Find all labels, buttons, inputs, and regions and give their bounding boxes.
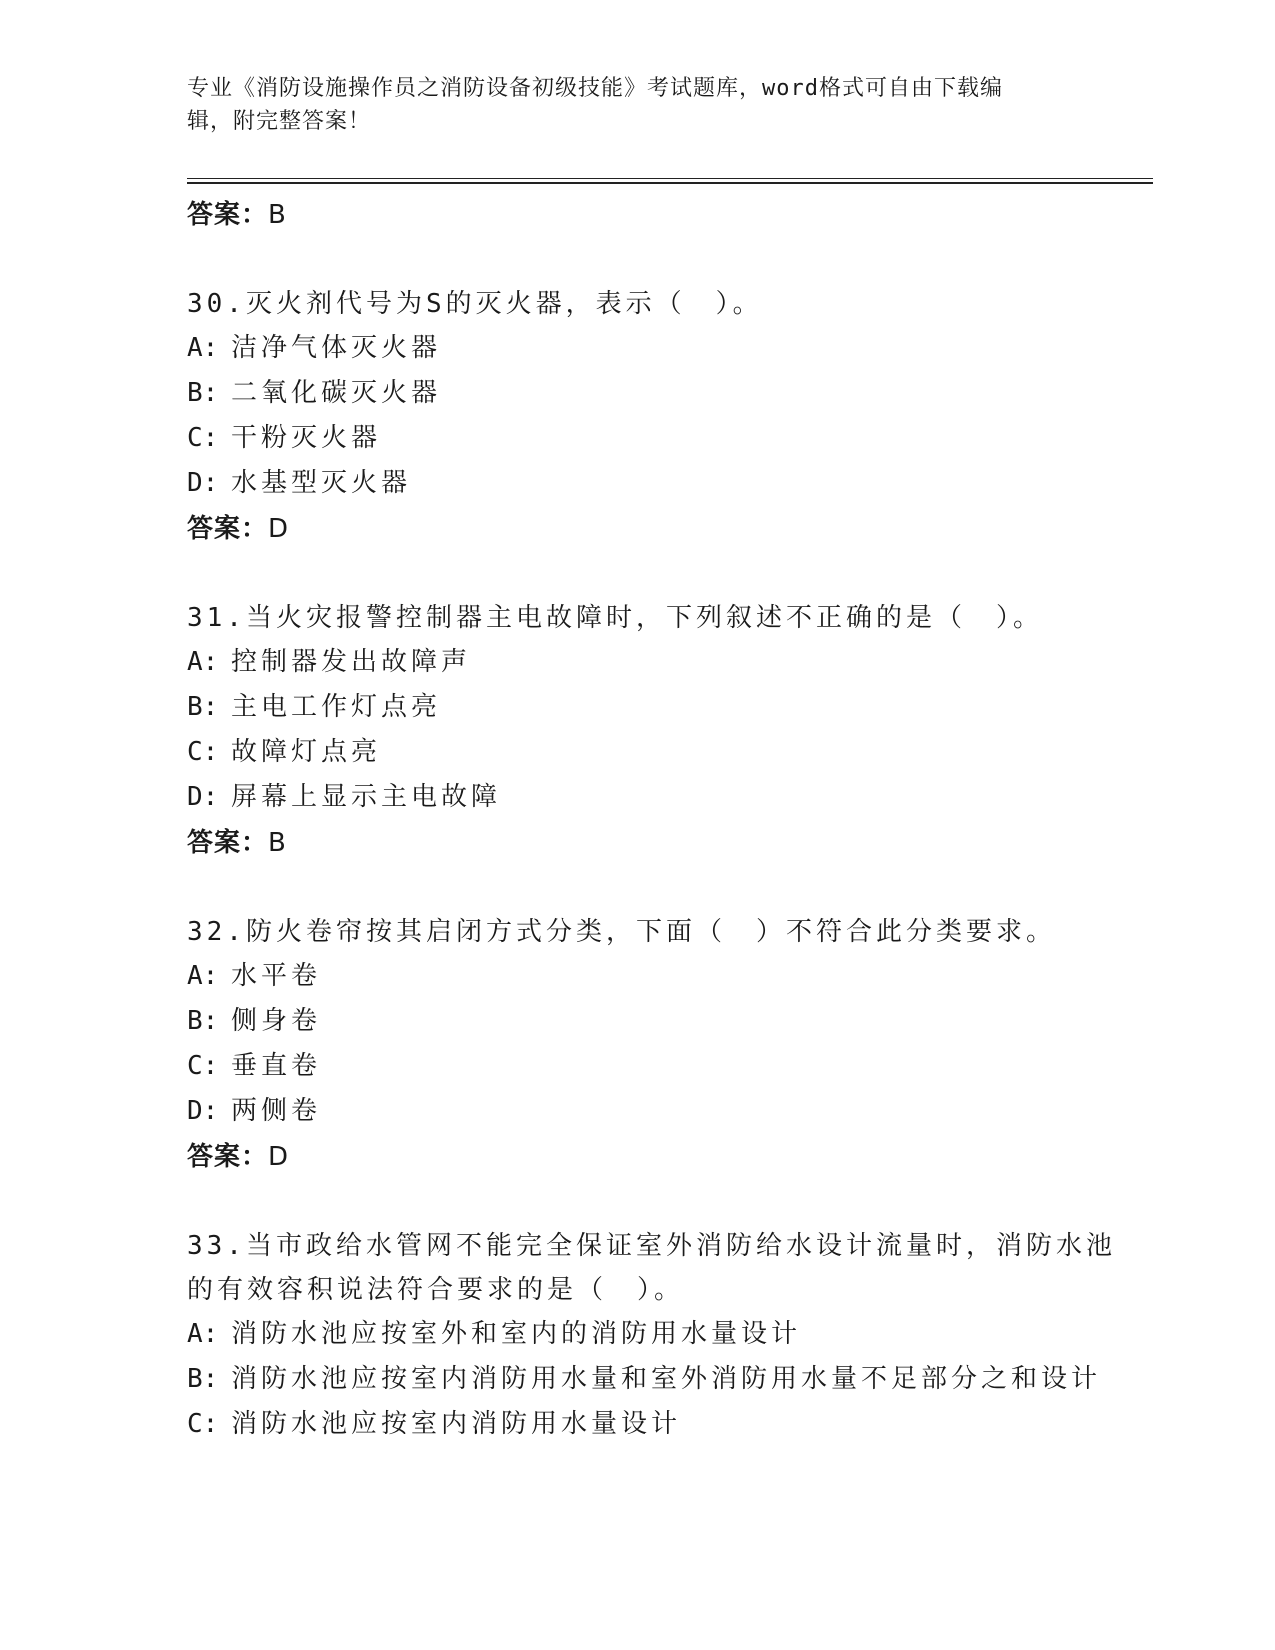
header-line-1: 专业《消防设施操作员之消防设备初级技能》考试题库，word格式可自由下载编 <box>187 76 1003 101</box>
question-stem: 32.防火卷帘按其启闭方式分类，下面（ ）不符合此分类要求。 <box>187 917 1056 947</box>
answer-value: D <box>268 1142 290 1172</box>
option-a: A: 洁净气体灭火器 <box>187 333 442 363</box>
answer-label: 答案： <box>187 514 269 544</box>
option-b: B: 侧身卷 <box>187 1006 322 1036</box>
option-a: A: 消防水池应按室外和室内的消防用水量设计 <box>187 1319 802 1349</box>
question-31 <box>187 596 1153 866</box>
answer-line <box>187 506 1153 552</box>
answer-label: 答案： <box>187 200 269 230</box>
option-b: B: 消防水池应按室内消防用水量和室外消防用水量不足部分之和设计 <box>187 1364 1102 1394</box>
option-d: D: 两侧卷 <box>187 1096 322 1126</box>
question-stem: 31.当火灾报警控制器主电故障时，下列叙述不正确的是（ ）。 <box>187 603 1043 633</box>
answer-line <box>187 1134 1153 1180</box>
option-b: B: 二氧化碳灭火器 <box>187 378 442 408</box>
header-divider-thin <box>187 178 1153 179</box>
answer-line <box>187 192 1153 238</box>
option-c: C: 故障灯点亮 <box>187 737 382 767</box>
option-c: C: 消防水池应按室内消防用水量设计 <box>187 1409 682 1439</box>
option-c: C: 垂直卷 <box>187 1051 322 1081</box>
answer-line <box>187 820 1153 866</box>
question-stem-line-1: 33.当市政给水管网不能完全保证室外消防给水设计流量时，消防水池 <box>187 1231 1116 1261</box>
option-c: C: 干粉灭火器 <box>187 423 382 453</box>
answer-value: D <box>268 514 290 544</box>
question-list <box>187 192 1153 1447</box>
answer-value: B <box>268 200 287 230</box>
header-divider-thick <box>187 182 1153 184</box>
answer-label: 答案： <box>187 828 269 858</box>
option-d: D: 屏幕上显示主电故障 <box>187 782 502 812</box>
question-stem-line-2: 的有效容积说法符合要求的是（ ）。 <box>187 1275 685 1305</box>
document-header <box>187 72 1087 138</box>
question-30 <box>187 282 1153 552</box>
question-33 <box>187 1224 1153 1447</box>
option-a: A: 水平卷 <box>187 961 322 991</box>
question-stem: 30.灭火剂代号为S的灭火器，表示（ ）。 <box>187 289 763 319</box>
option-b: B: 主电工作灯点亮 <box>187 692 442 722</box>
question-32 <box>187 910 1153 1180</box>
header-line-2: 辑，附完整答案！ <box>187 109 372 134</box>
option-d: D: 水基型灭火器 <box>187 468 412 498</box>
answer-value: B <box>268 828 287 858</box>
answer-label: 答案： <box>187 1142 269 1172</box>
option-a: A: 控制器发出故障声 <box>187 647 472 677</box>
